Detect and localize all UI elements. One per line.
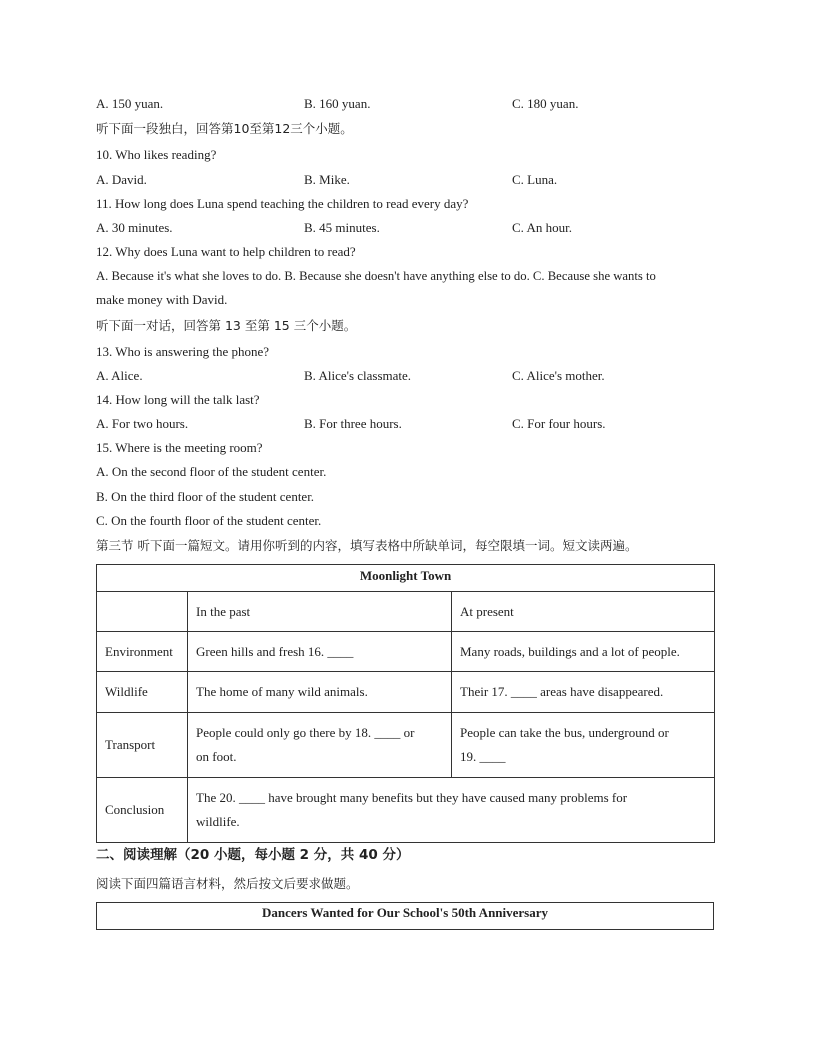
transport-past-line-1: People could only go there by 18. ____ or <box>196 725 415 740</box>
row-label-environment: Environment <box>97 632 188 672</box>
transport-present-line-1: People can take the bus, underground or <box>460 725 669 740</box>
passage-title-box <box>96 902 714 930</box>
q11-option-a: A. 30 minutes. <box>96 220 173 235</box>
q11-stem: 11. How long does Luna spend teaching the children to read every day? <box>96 196 469 211</box>
transport-past-line-2: on foot. <box>196 749 237 764</box>
environment-past: Green hills and fresh 16. ____ <box>188 632 452 672</box>
header-at-present: At present <box>452 592 715 632</box>
q15-option-b: B. On the third floor of the student center. <box>96 489 315 504</box>
q15-option-a: A. On the second floor of the student center. <box>96 464 327 479</box>
transport-present <box>452 713 715 778</box>
transport-past <box>188 713 452 778</box>
header-in-the-past: In the past <box>188 592 452 632</box>
moonlight-town-table <box>96 564 715 843</box>
wildlife-past: The home of many wild animals. <box>188 672 452 713</box>
row-label-conclusion: Conclusion <box>97 778 188 843</box>
q15-option-c: C. On the fourth floor of the student center. <box>96 513 322 528</box>
transport-present-line-2: 19. ____ <box>460 749 506 764</box>
part-2-instructions: 阅读下面四篇语言材料，然后按文后要求做题。 <box>96 876 359 891</box>
q10-option-b: B. Mike. <box>304 172 350 187</box>
q9-option-c: C. 180 yuan. <box>512 96 579 111</box>
section-3-instruction: 第三节 听下面一篇短文。请用你听到的内容，填写表格中所缺单词，每空限填一词。短文读两遍。 <box>96 538 638 553</box>
table-row <box>97 778 715 843</box>
environment-present: Many roads, buildings and a lot of people. <box>452 632 715 672</box>
q11-option-c: C. An hour. <box>512 220 572 235</box>
conclusion-line-1: The 20. ____ have brought many benefits but they have caused many problems for <box>196 790 628 805</box>
q13-stem: 13. Who is answering the phone? <box>96 344 270 359</box>
table-row <box>97 632 715 672</box>
q13-option-c: C. Alice's mother. <box>512 368 605 383</box>
header-empty-cell <box>97 592 188 632</box>
q14-option-a: A. For two hours. <box>96 416 189 431</box>
part-2-heading: 二、阅读理解（20 小题，每小题 2 分，共 40 分） <box>96 847 410 863</box>
table-row <box>97 672 715 713</box>
q10-stem: 10. Who likes reading? <box>96 147 217 162</box>
table-title: Moonlight Town <box>97 565 715 592</box>
row-label-transport: Transport <box>97 713 188 778</box>
q12-stem: 12. Why does Luna want to help children to read? <box>96 244 356 259</box>
q13-option-a: A. Alice. <box>96 368 143 383</box>
table-header-row <box>97 592 715 632</box>
q14-option-c: C. For four hours. <box>512 416 606 431</box>
q10-option-a: A. David. <box>96 172 147 187</box>
passage-title: Dancers Wanted for Our School's 50th Anniversary <box>261 905 549 920</box>
q9-option-a: A. 150 yuan. <box>96 96 164 111</box>
q15-stem: 15. Where is the meeting room? <box>96 440 263 455</box>
q11-option-b: B. 45 minutes. <box>304 220 380 235</box>
q12-options-line-1: A. Because it's what she loves to do. B. Because she doesn't have anything else to do. C. Because she wants to <box>96 269 656 283</box>
table-row <box>97 713 715 778</box>
q13-option-b: B. Alice's classmate. <box>304 368 412 383</box>
row-label-wildlife: Wildlife <box>97 672 188 713</box>
wildlife-present: Their 17. ____ areas have disappeared. <box>452 672 715 713</box>
section-monologue-instruction: 听下面一段独白，回答第10至第12三个小题。 <box>96 121 353 136</box>
q12-options-line-2: make money with David. <box>96 292 228 307</box>
section-dialogue-instruction: 听下面一对话，回答第 13 至第 15 三个小题。 <box>96 318 357 333</box>
q9-option-b: B. 160 yuan. <box>304 96 371 111</box>
conclusion-line-2: wildlife. <box>196 814 240 829</box>
q10-option-c: C. Luna. <box>512 172 558 187</box>
q14-stem: 14. How long will the talk last? <box>96 392 260 407</box>
q14-option-b: B. For three hours. <box>304 416 402 431</box>
conclusion-text <box>188 778 715 843</box>
